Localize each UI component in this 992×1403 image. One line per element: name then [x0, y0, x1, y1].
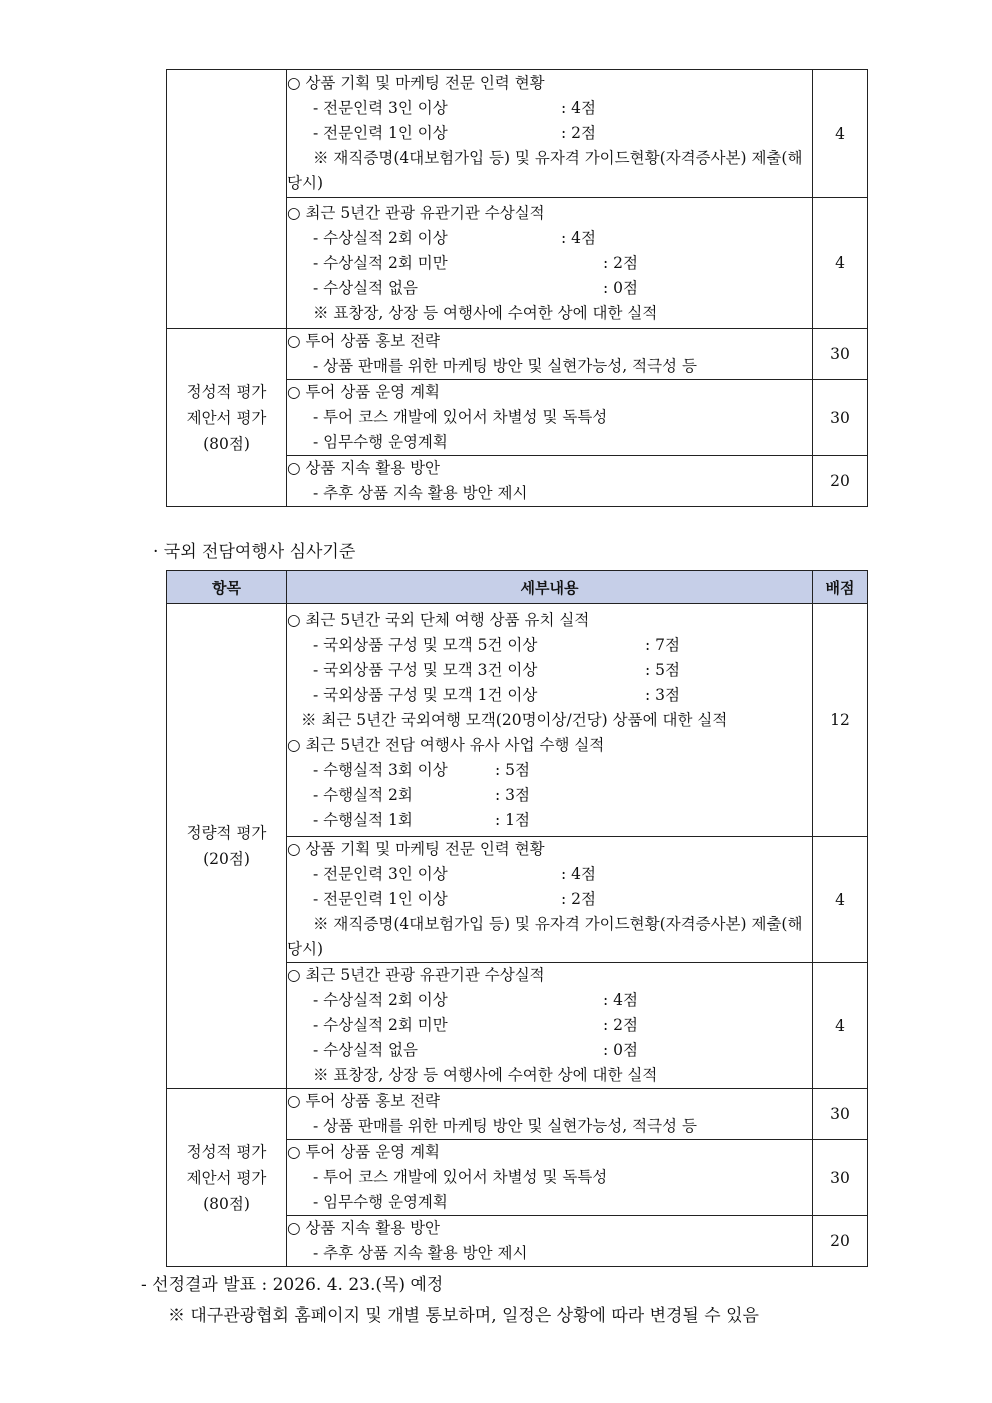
- criteria-line: - 수상실적 2회 이상 : 4점: [313, 991, 638, 1009]
- category-points: (80점): [203, 434, 250, 453]
- criteria-line: - 상품 판매를 위한 마케팅 방안 및 실현가능성, 적극성 등: [313, 357, 697, 375]
- criteria-line: - 수상실적 2회 이상 : 4점: [313, 228, 596, 247]
- detail-cell: [287, 329, 813, 380]
- criteria-line: - 국외상품 구성 및 모객 1건 이상 : 3점: [313, 685, 680, 704]
- criteria-line: - 수행실적 3회 이상 : 5점: [313, 760, 530, 779]
- table-row: [167, 604, 868, 837]
- criteria-line: - 전문인력 1인 이상 : 2점: [313, 890, 596, 908]
- criteria-line: - 추후 상품 지속 활용 방안 제시: [313, 484, 528, 502]
- category-cell-quantitative: [167, 604, 287, 1089]
- detail-cell: [287, 1216, 813, 1267]
- criteria-line: - 전문인력 3인 이상 : 4점: [313, 99, 596, 117]
- category-label: 제안서 평가: [186, 1168, 267, 1187]
- overseas-criteria-table: [166, 570, 868, 1267]
- score-cell: 30: [813, 1140, 868, 1216]
- category-cell-empty: [167, 70, 287, 329]
- item-title: ○ 상품 지속 활용 방안: [287, 1219, 441, 1237]
- detail-cell: [287, 70, 813, 198]
- note-line: ※ 표창장, 상장 등 여행사에 수여한 상에 대한 실적: [313, 303, 658, 322]
- item-title: ○ 최근 5년간 국외 단체 여행 상품 유치 실적: [287, 610, 590, 629]
- criteria-line: - 투어 코스 개발에 있어서 차별성 및 독특성: [313, 408, 608, 426]
- item-title: ○ 투어 상품 홍보 전략: [287, 332, 441, 350]
- category-cell-qualitative: [167, 1089, 287, 1267]
- detail-cell: [287, 380, 813, 456]
- score-cell: 4: [813, 837, 868, 963]
- detail-cell: [287, 963, 813, 1089]
- header-details: 세부내용: [287, 571, 813, 604]
- criteria-line: - 국외상품 구성 및 모객 3건 이상 : 5점: [313, 660, 680, 679]
- criteria-line: - 수행실적 1회 : 1점: [313, 810, 530, 829]
- detail-cell: [287, 837, 813, 963]
- criteria-line: - 전문인력 1인 이상 : 2점: [313, 124, 596, 142]
- item-title: ○ 투어 상품 홍보 전략: [287, 1092, 441, 1110]
- score-cell: 20: [813, 456, 868, 507]
- criteria-line: - 수상실적 없음 : 0점: [313, 1041, 638, 1059]
- table-row: [167, 70, 868, 198]
- criteria-line: - 추후 상품 지속 활용 방안 제시: [313, 1244, 528, 1262]
- detail-cell: [287, 1140, 813, 1216]
- category-points: (20점): [203, 850, 250, 868]
- item-title: ○ 최근 5년간 관광 유관기관 수상실적: [287, 966, 545, 984]
- detail-cell: [287, 198, 813, 329]
- criteria-line: - 수상실적 없음 : 0점: [313, 278, 638, 297]
- category-label: 제안서 평가: [186, 408, 267, 427]
- item-title: ○ 최근 5년간 전담 여행사 유사 사업 수행 실적: [287, 735, 605, 754]
- note-line: ※ 최근 5년간 국외여행 모객(20명이상/건당) 상품에 대한 실적: [301, 710, 728, 729]
- category-cell-qualitative: [167, 329, 287, 507]
- table-row: [167, 1089, 868, 1140]
- item-title: ○ 상품 기획 및 마케팅 전문 인력 현황: [287, 74, 545, 92]
- table-header-row: [167, 571, 868, 604]
- detail-cell: [287, 1089, 813, 1140]
- score-cell: 30: [813, 329, 868, 380]
- item-title: ○ 투어 상품 운영 계획: [287, 383, 441, 401]
- header-score: 배점: [813, 571, 868, 604]
- score-cell: 12: [813, 604, 868, 837]
- announcement-date: - 선정결과 발표 : 2026. 4. 23.(목) 예정: [141, 1275, 444, 1295]
- announcement-note: ※ 대구관광협회 홈페이지 및 개별 통보하며, 일정은 상황에 따라 변경될 수 있음: [168, 1306, 759, 1326]
- score-cell: 4: [813, 198, 868, 329]
- note-line: ※ 재직증명(4대보험가입 등) 및 유자격 가이드현황(자격증사본) 제출(해당시): [287, 149, 803, 192]
- criteria-line: - 상품 판매를 위한 마케팅 방안 및 실현가능성, 적극성 등: [313, 1117, 697, 1135]
- category-label: 정성적 평가: [186, 1142, 267, 1161]
- criteria-line: - 투어 코스 개발에 있어서 차별성 및 독특성: [313, 1168, 608, 1186]
- criteria-line: - 전문인력 3인 이상 : 4점: [313, 865, 596, 883]
- detail-cell: [287, 456, 813, 507]
- category-label: 정성적 평가: [186, 382, 267, 401]
- criteria-line: - 임무수행 운영계획: [313, 433, 448, 451]
- score-cell: 20: [813, 1216, 868, 1267]
- item-title: ○ 투어 상품 운영 계획: [287, 1143, 441, 1161]
- score-cell: 30: [813, 1089, 868, 1140]
- section-title: · 국외 전담여행사 심사기준: [153, 542, 356, 562]
- criteria-line: - 국외상품 구성 및 모객 5건 이상 : 7점: [313, 635, 680, 654]
- category-points: (80점): [203, 1194, 250, 1213]
- table-row: [167, 329, 868, 380]
- header-category: 항목: [167, 571, 287, 604]
- criteria-line: - 수상실적 2회 미만 : 2점: [313, 1016, 638, 1034]
- criteria-line: - 임무수행 운영계획: [313, 1193, 448, 1211]
- criteria-line: - 수상실적 2회 미만 : 2점: [313, 253, 638, 272]
- domestic-criteria-table-continued: [166, 69, 868, 507]
- item-title: ○ 상품 기획 및 마케팅 전문 인력 현황: [287, 840, 545, 858]
- category-label: 정량적 평가: [186, 824, 267, 842]
- item-title: ○ 최근 5년간 관광 유관기관 수상실적: [287, 203, 545, 222]
- score-cell: 30: [813, 380, 868, 456]
- note-line: ※ 표창장, 상장 등 여행사에 수여한 상에 대한 실적: [313, 1066, 658, 1084]
- item-title: ○ 상품 지속 활용 방안: [287, 459, 441, 477]
- score-cell: 4: [813, 963, 868, 1089]
- note-line: ※ 재직증명(4대보험가입 등) 및 유자격 가이드현황(자격증사본) 제출(해당시): [287, 915, 803, 958]
- criteria-line: - 수행실적 2회 : 3점: [313, 785, 530, 804]
- score-cell: 4: [813, 70, 868, 198]
- detail-cell: [287, 604, 813, 837]
